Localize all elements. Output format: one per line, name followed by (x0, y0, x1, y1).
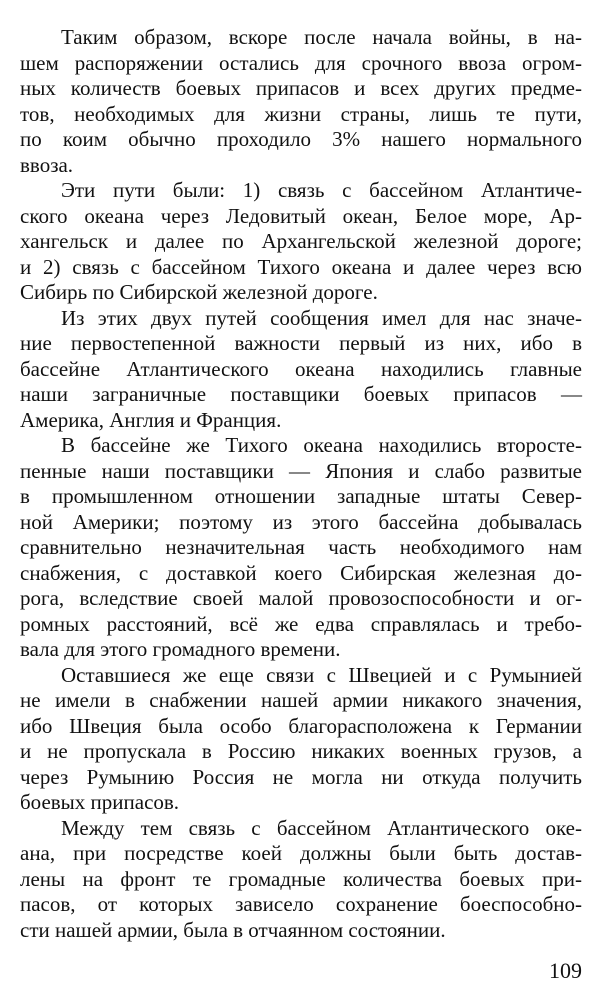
text-line: сти нашей армии, была в отчаянном состоянии. (20, 917, 446, 942)
text-line: Таким образом, вскоре после начала войны, в на- (61, 25, 582, 49)
text-line: ние первостепенной важности первый из них, ибо в (20, 331, 582, 355)
text-line: Эти пути были: 1) связь с бассейном Атлантиче- (61, 178, 582, 202)
text-line: наши заграничные поставщики боевых припасов — (20, 382, 582, 406)
text-line: и не пропускала в Россию никаких военных грузов, а (20, 739, 582, 763)
text-line: сравнительно незначительная часть необходимого нам (20, 535, 582, 559)
text-line: боевых припасов. (20, 790, 180, 814)
text-line: хангельск и далее по Архангельской железной дороге; (20, 229, 582, 253)
paragraph (20, 306, 582, 434)
text-line: лены на фронт те громадные количества боевых при- (20, 866, 582, 891)
paragraph (20, 178, 582, 306)
body-text (20, 25, 582, 943)
text-line: Между тем связь с бассейном Атлантического оке- (61, 815, 582, 840)
text-line: Америка, Англия и Франция. (20, 407, 282, 432)
text-line: не имели в снабжении нашей армии никакого значения, (20, 688, 582, 712)
text-line: Оставшиеся же еще связи с Швецией и с Румынией (61, 662, 582, 687)
page-number: 109 (549, 958, 582, 983)
text-line: ввоза. (20, 152, 74, 177)
text-line: тов, необходимых для жизни страны, лишь те пути, (20, 101, 582, 126)
text-line: пасов, от которых зависело сохранение боеспособно- (20, 892, 582, 916)
text-line: снабжения, с доставкой коего Сибирская железная до- (20, 560, 582, 585)
text-line: через Румынию Россия не могла ни откуда получить (20, 764, 582, 789)
text-line: ского океана через Ледовитый океан, Белое море, Ар- (20, 203, 582, 228)
text-line: пенные наши поставщики — Япония и слабо развитые (20, 458, 582, 483)
text-line: в промышленном отношении западные штаты Север- (20, 484, 582, 508)
text-line: по коим обычно проходило 3% нашего нормального (20, 127, 582, 151)
text-line: рога, вследствие своей малой провозоспособности и ог- (20, 586, 582, 610)
text-line: ромных расстояний, всё же едва справлялась и требо- (20, 611, 582, 636)
paragraph (20, 663, 582, 816)
paragraph (20, 25, 582, 178)
text-line: и 2) связь с бассейном Тихого океана и далее через всю (20, 254, 582, 279)
text-line: Сибирь по Сибирской железной дороге. (20, 280, 378, 304)
paragraph (20, 816, 582, 944)
text-line: шем распоряжении остались для срочного ввоза огром- (20, 50, 582, 75)
text-line: вала для этого громадного времени. (20, 637, 341, 661)
paragraph (20, 433, 582, 663)
text-line: В бассейне же Тихого океана находились второсте- (61, 433, 582, 457)
text-line: ной Америки; поэтому из этого бассейна добывалась (20, 509, 582, 534)
text-line: ибо Швеция была особо благорасположена к Германии (20, 713, 582, 738)
text-line: ных количеств боевых припасов и всех других предме- (20, 76, 582, 100)
text-line: ана, при посредстве коей должны были быть достав- (20, 841, 582, 865)
text-line: Из этих двух путей сообщения имел для нас значе- (61, 305, 582, 330)
text-line: бассейне Атлантического океана находились главные (20, 356, 582, 381)
